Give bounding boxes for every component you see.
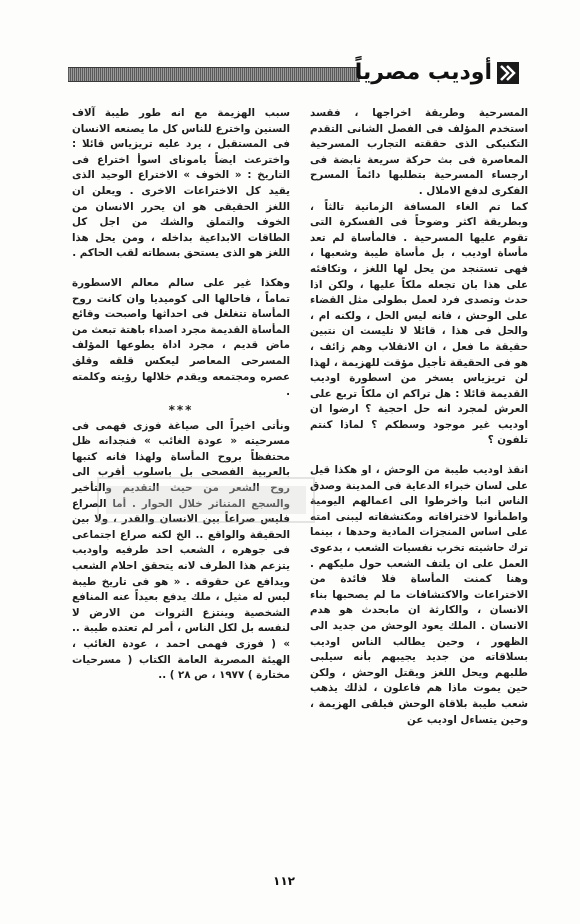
article-title: أوديب مصرياً [354, 60, 492, 85]
left-paragraph-1: سبب الهزيمة مع انه طور طيبة آلاف السنين واخترع للناس كل ما يصنعه الانسان فى المستقبل ، يرد عليه تريزياس قائلا : واخترعت ايضاً ياموناى اسوأ اختراع فى التاريخ : « الخوف » الاختراع الوحيد الذى يقيد كل الاختراعات الاخرى . ويعلن ان اللغز الحقيقى هو ان يحرر الانسان من الخوف والتملق والشك من اجل كل الطاقات الابداعية بداخله ، ومن يحل هذا اللغز هو الذى يستحق بسطاته لقب الحاكم . [72, 107, 290, 260]
section-logo-icon [496, 61, 520, 85]
right-paragraph-1: المسرحية وطريقة اخراجها ، فقسد استخدم المؤلف فى الفصل الشانى التقدم التكنيكى الذى حققته التجارب المسرحية المعاصرة فى بث حركة سريعة نابضة فى ارجساء المسرحية بتطلبها دائماً المسرح الفكرى لدفع الاملال . [310, 107, 528, 197]
right-paragraph-2: كما تم الغاء المسافة الزمانية تالثاً ، وبطريقة اكثر وضوحاً فى الفسكرة التى تقوم عليها المسرحية . فالمأساة لم تعد مأساة اوديب ، بل مأساة طيبة وشعبها ، فهى تستنجد من يحل لها اللغز ، وتكافئه على هذا بان تجعله ملكاً عليها ، ولكن اذا حدث وتصدى فرد لعمل بطولى مثل القضاء على الوحش ، فانه ليس الحل ، ولكنه ام ، والحل فى هذا ، قائلا لا تليست ان نتبين حقيقة ما فعل ، ان الانقلاب وهم زائف ، هو فى الحقيقة تأجيل مؤقت للهزيمة ، لهذا لن تريزياس يسخر من اسطورة اوديب القديمة قائلا : هل تراكم ان ملكاً تربع على العرش لمجرد انه حل احجية ؟ ارضوا ان اوديب غير موجود وسطكم ؟ لماذا كنتم تلفون ؟ [310, 200, 528, 447]
right-column [310, 106, 528, 728]
section-separator: *** [168, 402, 194, 417]
right-paragraph-3: انقذ اوديب طيبة من الوحش ، او هكذا قيل على لسان خبراء الدعاية فى المدينة وصدق الناس انبا واخرطوا الى اعمالهم اليومية واطمأنوا لاخترافاته ومكتشفاته ليبنى امته على اساس المنجزات المادية وحدها ، بينما ترك حاشيته تخرب نفسيات الشعب ، بدعوى العمل على ان يلتف الشعب حول مليكهم . وهنا كمنت المأساة فلا فائدة من الاختراعات والاكتشافات ما لم يصحبها بناء الانسان ، والكارثة ان مابحدث هو هدم الانسان . الملك يعود الوحش من جديد الى الظهور ، وحين يطالب الناس اوديب بسلاقاته من جديد يجيبهم بأنه سيلبى طلبهم ويحل اللغز ويقتل الوحش ، ولكن حين يموت ماذا هم فاعلون ، لذلك يذهب شعب طيبة بلاقاة الوحش فيلقى الهزيمة ، وحين يتساءل اوديب عن [310, 464, 528, 726]
left-column [72, 106, 290, 684]
header-decorative-bar [68, 67, 360, 82]
left-paragraph-2: وهكذا غير على سالم معالم الاسطورة تماماً ، فاحالها الى كوميديا وان كانت روح المأساة تتغلغل فى احداثها واصبحت وقائع المأساة القديمة مجرد اصداء باهتة تبعث من ماض قديم ، مجرد اداة يطوعها المؤلف المسرحى المعاصر ليعكس قلقه وقلق عصره ومجتمعه ويقدم خلالها رؤيته وكلمته . [72, 276, 290, 399]
left-paragraph-3: ونأتى اخيراً الى صياغة فوزى فهمى فى مسرحيته « عودة الغائب » فنجدانه ظل محتفظاً بروح المأساة ولهذا فانه كتبها بالعربية الفصحى بل باسلوب أقرب الى روح الشعر من حيث التقديم والتأخير والسجع المتناثر خلال الحوار . أما الصراع فليس صراعاً بين الانسان والقدر ، ولا بين الحقيقة والواقع .. الخ لكنه صراع اجتماعى فى جوهره ، الشعب احد طرفيه واوديب يتزعم هذا الطرف لانه يتحقق احلام الشعب ويدافع عن حقوقه . « هو فى تاريخ طيبة ليس له مثيل ، ملك يدفع بعيداً عنه المنافع الشخصية وينتزع الثروات من الارض لا لنفسه بل لكل الناس ، أمر لم تعتده طيبة .. » ( فوزى فهمى احمد ، عودة الغائب ، الهيئة المصرية العامة الكتاب ( مسرحيات مختارة ) ١٩٧٧ ، ص ٢٨ ) .. [72, 419, 290, 682]
article-header [68, 58, 520, 88]
page-number: ١١٢ [273, 874, 295, 888]
